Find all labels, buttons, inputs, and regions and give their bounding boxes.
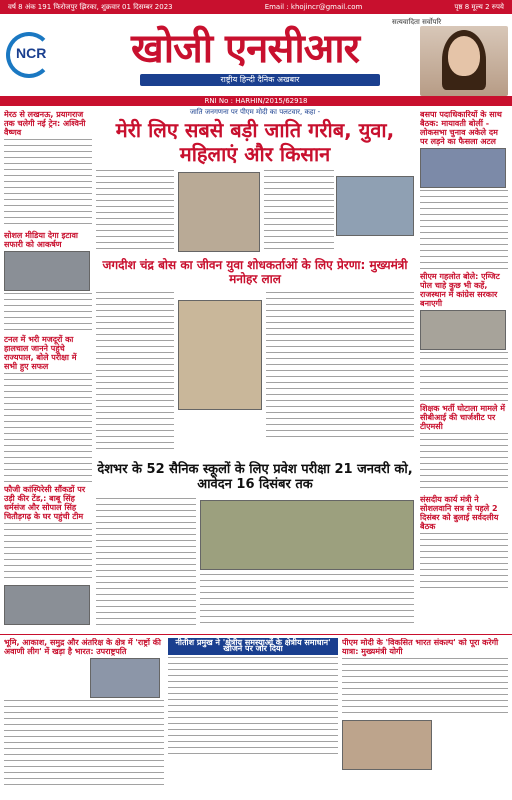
- right-headline-2: सीएम गहलोत बोले: एग्जिट पोल चाहे कुछ भी कहें, राजस्थान में कांग्रेस सरकार बनाएगी: [420, 272, 500, 308]
- issue-info: वर्ष 8 अंक 191 फिरोजपुर झिरका, शुक्रवार 01 दिसम्बर 2023: [8, 2, 173, 11]
- bottom-story-3: [342, 638, 508, 798]
- ncr-logo-icon: NCR: [6, 30, 60, 80]
- left-headline-3: टनल में भरी मजदूरों का हालचाल जानने पहुंचे राज्यपाल, बोले परीक्षा में सभी हुए सफल: [4, 335, 77, 371]
- right-photo-2: [420, 310, 506, 350]
- story2-headline: जगदीश चंद्र बोस का जीवन युवा शोधकर्ताओं के लिए प्रेरणा: मुख्यमंत्री मनोहर लाल: [102, 258, 408, 286]
- email-text[interactable]: Email : khojincr@gmail.com: [264, 3, 363, 11]
- tagline: सत्यवादिता सर्वोपरि: [392, 18, 442, 26]
- bottom-story-2: [168, 638, 338, 798]
- main-headline: मेरी लिए सबसे बड़ी जाति गरीब, युवा, महिलाएं और किसान: [115, 118, 395, 166]
- right-photo-1: [420, 148, 506, 188]
- left-photo-2: [4, 585, 90, 625]
- newspaper-subtitle: राष्ट्रीय हिन्दी दैनिक अखबार: [140, 74, 380, 86]
- bottom-headline-3: पीएम मोदी के 'विकसित भारत संकल्प' को पूरा करेगी यात्रा: मुख्यमंत्री योगी: [342, 638, 499, 656]
- left-headline-1: मेरठ से लखनऊ, प्रयागराज तक चलेगी नई ट्रेन: अश्विनी वैष्णव: [4, 110, 86, 137]
- story3-headline: देशभर के 52 सैनिक स्कूलों के लिए प्रवेश परीक्षा 21 जनवरी को, आवेदन 16 दिसंबर तक: [97, 462, 413, 492]
- newspaper-name: खोजी एनसीआर: [130, 25, 359, 72]
- left-photo-1: [4, 251, 90, 291]
- top-info-bar: [0, 0, 512, 14]
- right-headline-1: बसपा पदाधिकारियों के साथ बैठक: मायावती बोलीं - लोकसभा चुनाव अकेले दम पर लड़ने का फैसला अटल: [420, 110, 502, 146]
- bottom-story-1: [4, 638, 164, 798]
- story3-photo: [200, 500, 414, 570]
- left-headline-2: सोशल मीडिया देगा इटावा सफारी को आकर्षण: [4, 231, 78, 249]
- main-kicker: जाति जनगणना पर पीएम मोदी का पलटवार, कहा -: [189, 108, 321, 116]
- registration-number: RNI No : HARHIN/2015/62918: [0, 96, 512, 106]
- right-headline-3: शिक्षक भर्ती घोटाला मामले में सीबीआई की चार्जशीट पर टीएमसी: [420, 404, 506, 431]
- story2-photo: [178, 300, 262, 410]
- bottom-headline-1: भूमि, आकाश, समुद्र और अंतरिक्ष के क्षेत्र में 'राष्ट्रों की अवाणी लीग' में खड़ा है भारत: उपराष्ट्रपति: [4, 638, 161, 656]
- main-photo-2: [336, 176, 414, 236]
- main-photo-modi: [178, 172, 260, 252]
- masthead: [0, 14, 512, 94]
- bottom-headline-2: नीतीश प्रमुख ने 'क्षेत्रीय समस्याओं के क्षेत्रीय समाधान' खोजने पर जोर दिया: [168, 638, 338, 655]
- right-column: [420, 110, 508, 630]
- left-headline-4: फौजी कांस्पिरेसी सौंकडों पर उड़ी कीर टेंड,: बाबू सिंह धर्मसंज और सोपाल सिंह चितौड़गढ़ के घर पहुंची टीम: [4, 485, 86, 521]
- page-price: पृष्ठ 8 मूल्य 2 रुपये: [454, 2, 504, 11]
- portrait-photo: [420, 26, 508, 96]
- bottom-photo-1: [90, 658, 160, 698]
- right-headline-4: संसदीय कार्य मंत्री ने सोशलवानि सत्र से पहले 2 दिसंबर को बुलाई सर्वदलीय बैठक: [420, 495, 499, 531]
- bottom-photo-3: [342, 720, 432, 770]
